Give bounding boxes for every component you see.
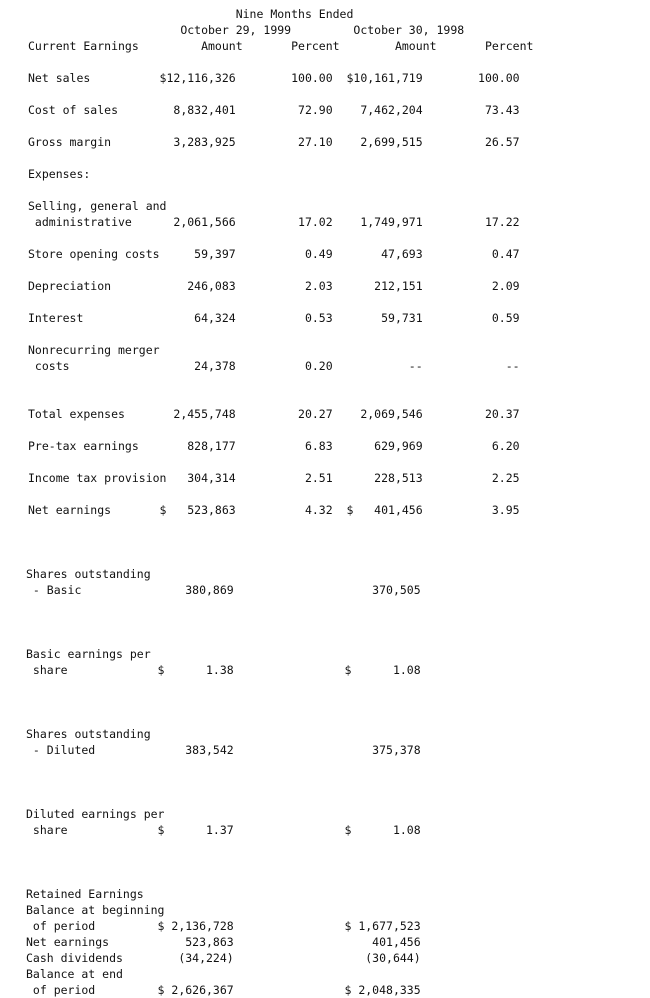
statement-line: Selling, general and (28, 199, 167, 213)
statement-line: Income tax provision 304,314 2.51 228,513 2.25 (28, 471, 520, 485)
statement-line: Gross margin 3,283,925 27.10 2,699,515 26.57 (28, 135, 520, 149)
statement-line: Store opening costs 59,397 0.49 47,693 0.47 (28, 247, 520, 261)
statement-line: of period $ 2,626,367 $ 2,048,335 (26, 983, 421, 997)
statement-line: Expenses: (28, 167, 91, 181)
statement-line: October 29, 1999 October 30, 1998 (28, 23, 465, 37)
statement-line: Depreciation 246,083 2.03 212,151 2.09 (28, 279, 520, 293)
statement-line: of period $ 2,136,728 $ 1,677,523 (26, 919, 421, 933)
statement-line: Retained Earnings (26, 887, 144, 901)
statement-line: - Diluted 383,542 375,378 (26, 743, 421, 757)
statement-line: Interest 64,324 0.53 59,731 0.59 (28, 311, 520, 325)
statement-line: Balance at end (26, 967, 123, 981)
statement-line: Shares outstanding (26, 727, 151, 741)
statement-line: Net earnings 523,863 401,456 (26, 935, 421, 949)
statement-line: Basic earnings per (26, 647, 151, 661)
statement-line: Cost of sales 8,832,401 72.90 7,462,204 73.43 (28, 103, 520, 117)
statement-line: Net earnings $ 523,863 4.32 $ 401,456 3.95 (28, 503, 520, 517)
statement-line: Nonrecurring merger (28, 343, 160, 357)
statement-line: Current Earnings Amount Percent Amount Percent (28, 39, 534, 53)
statement-line: Total expenses 2,455,748 20.27 2,069,546 20.37 (28, 407, 520, 421)
statement-line: - Basic 380,869 370,505 (26, 583, 421, 597)
statement-line: Shares outstanding (26, 567, 151, 581)
statement-line: Cash dividends (34,224) (30,644) (26, 951, 421, 965)
statement-line: Balance at beginning (26, 903, 165, 917)
statement-line: Nine Months Ended (28, 7, 354, 21)
statement-line: Pre-tax earnings 828,177 6.83 629,969 6.20 (28, 439, 520, 453)
statement-line: Net sales $12,116,326 100.00 $10,161,719 100.00 (28, 71, 520, 85)
statement-line: share $ 1.37 $ 1.08 (26, 823, 421, 837)
statement-line: share $ 1.38 $ 1.08 (26, 663, 421, 677)
statement-line: costs 24,378 0.20 -- -- (28, 359, 520, 373)
statement-line: Diluted earnings per (26, 807, 165, 821)
statement-line: administrative 2,061,566 17.02 1,749,971 17.22 (28, 215, 520, 229)
